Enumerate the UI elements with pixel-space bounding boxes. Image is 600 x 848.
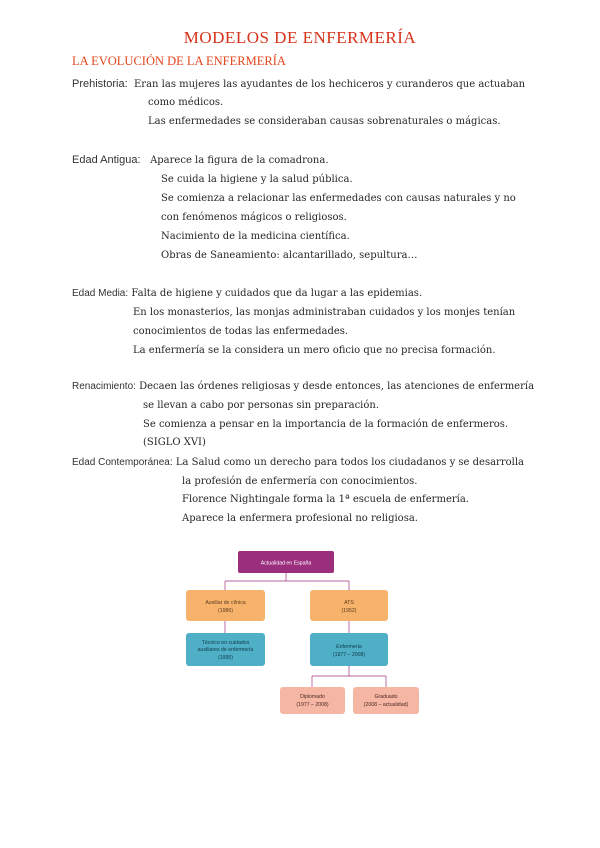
edad-antigua-line: Nacimiento de la medicina científica. (161, 231, 350, 242)
enfermeria-node (310, 633, 388, 666)
ats-year: (1952) (341, 608, 357, 614)
tecnico-label: auxiliares de enfermería (197, 647, 254, 653)
enfermeria-label: Enfermería (336, 644, 362, 650)
edad-antigua-line: Obras de Saneamiento: alcantarillado, sepultura… (161, 250, 418, 261)
ats-node (310, 590, 388, 621)
renacimiento-label: Renacimiento: (72, 381, 136, 392)
edad-contemporanea-line-first: La Salud como un derecho para todos los ciudadanos y se desarrolla (175, 457, 524, 468)
edad-contemporanea-line: Aparece la enfermera profesional no religiosa. (182, 513, 418, 524)
root-node (238, 551, 334, 573)
prehistoria-line: Las enfermedades se consideraban causas sobrenaturales o mágicas. (148, 116, 501, 127)
edad-contemporanea-line: la profesión de enfermería con conocimientos. (182, 476, 418, 487)
enfermeria-year: (1977 – 2008) (332, 652, 366, 658)
renacimiento-line-first: Decaen las órdenes religiosas y desde entonces, las atenciones de enfermería (139, 381, 535, 392)
edad-media-label: Edad Media: (72, 288, 129, 299)
edad-antigua-line: Se comienza a relacionar las enfermedades con causas naturales y no (161, 193, 516, 204)
auxiliar-label: Auxiliar de clínica (205, 600, 246, 606)
page-title: MODELOS DE ENFERMERÍA (183, 28, 417, 47)
edad-contemporanea-line: Florence Nightingale forma la 1ª escuela de enfermería. (182, 494, 469, 505)
diplomado-node (280, 687, 345, 714)
diplomado-label: Diplomado (300, 694, 325, 700)
edad-antigua-line: con fenómenos mágicos o religiosos. (161, 212, 347, 223)
tecnico-label: Técnico en cuidados (201, 640, 250, 646)
prehistoria-label: Prehistoria: (72, 78, 128, 90)
section-subtitle: LA EVOLUCIÓN DE LA ENFERMERÍA (72, 54, 286, 68)
tecnico-node (186, 633, 265, 666)
prehistoria-line-first: Eran las mujeres las ayudantes de los hechiceros y curanderos que actuaban (134, 79, 526, 90)
ats-label: ATS (344, 600, 354, 606)
edad-antigua-line: Se cuida la higiene y la salud pública. (161, 174, 353, 185)
edad-media-line-first: Falta de higiene y cuidados que da lugar a las epidemias. (131, 288, 423, 299)
edad-contemporanea-label: Edad Contemporánea: (72, 457, 173, 468)
edad-antigua-line-first: Aparece la figura de la comadrona. (150, 155, 329, 166)
renacimiento-line: se llevan a cabo por personas sin preparación. (143, 400, 380, 411)
tecnico-year: (1995) (218, 655, 233, 661)
diplomado-box (280, 687, 345, 714)
edad-media-line: En los monasterios, las monjas administraban cuidados y los monjes tenían (133, 307, 516, 318)
renacimiento-line: Se comienza a pensar en la importancia de la formación de enfermeros. (143, 419, 509, 430)
auxiliar-node (186, 590, 265, 621)
auxiliar-year: (1986) (218, 608, 233, 614)
graduado-node (353, 687, 419, 714)
graduado-label: Graduado (374, 694, 398, 700)
diplomado-year: (1977 – 2008) (296, 702, 329, 708)
graduado-year: (2008 – actualidad) (363, 702, 409, 708)
renacimiento-line: (SIGLO XVI) (143, 437, 206, 448)
graduado-box (353, 687, 419, 714)
edad-antigua-label: Edad Antigua: (72, 154, 141, 166)
prehistoria-line: como médicos. (148, 97, 224, 108)
edad-media-line: La enfermería se la considera un mero oficio que no precisa formación. (133, 345, 496, 356)
edad-media-line: conocimientos de todas las enfermedades. (133, 326, 349, 337)
root-label: Actualidad en España (260, 560, 312, 567)
